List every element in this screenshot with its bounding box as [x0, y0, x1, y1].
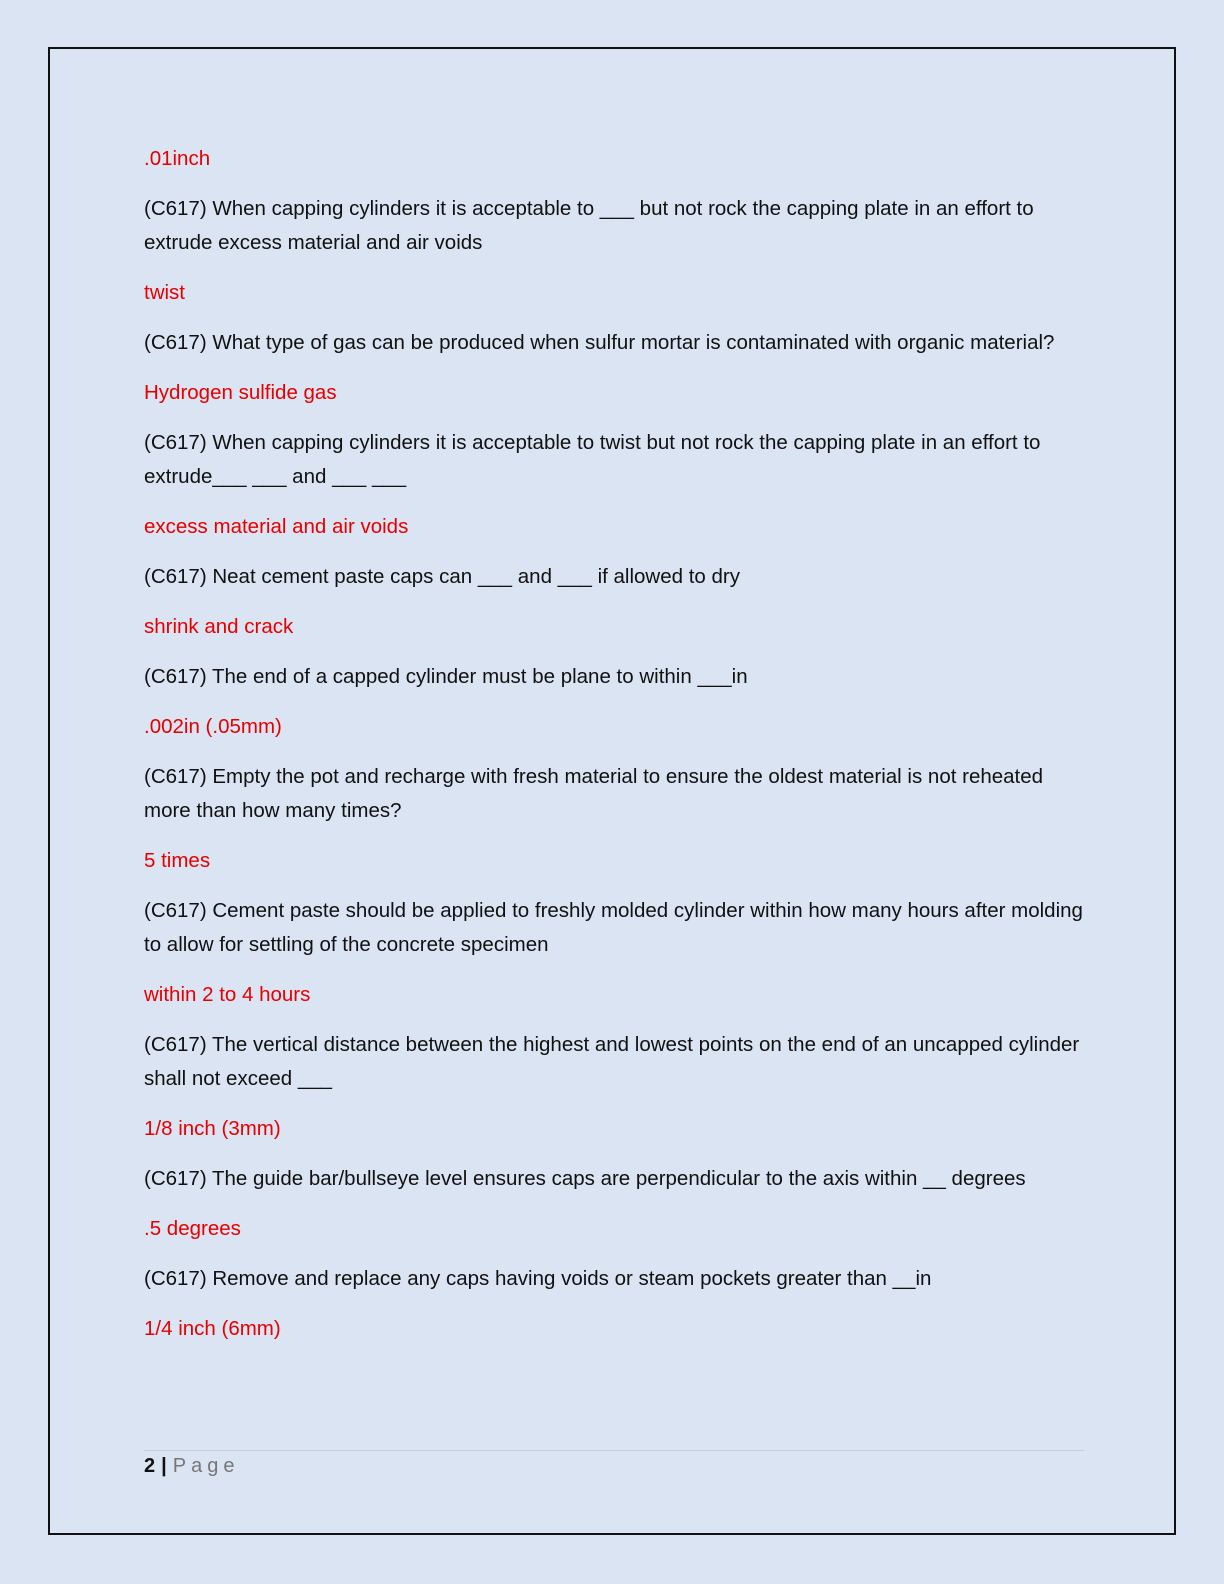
answer-text: excess material and air voids	[144, 515, 409, 538]
question-text: (C617) The guide bar/bullseye level ensures caps are perpendicular to the axis within __ degrees	[144, 1167, 1026, 1190]
page-label: Page	[172, 1455, 240, 1477]
question-text: (C617) The end of a capped cylinder must be plane to within ___in	[144, 665, 748, 688]
answer-text: twist	[144, 281, 185, 304]
answer-text: shrink and crack	[144, 615, 294, 638]
question-text: (C617) Remove and replace any caps having voids or steam pockets greater than __in	[144, 1267, 932, 1290]
footer-separator: |	[161, 1455, 167, 1477]
question-text: (C617) What type of gas can be produced when sulfur mortar is contaminated with organic material?	[144, 331, 1055, 354]
answer-text: within 2 to 4 hours	[144, 983, 311, 1006]
document-body	[144, 142, 1084, 1362]
answer-text: .01inch	[144, 147, 211, 170]
question-text: (C617) When capping cylinders it is acceptable to ___ but not rock the capping plate in an effort to extrude excess material and air voids	[144, 197, 1034, 254]
question-text: (C617) Empty the pot and recharge with fresh material to ensure the oldest material is not reheated more than how many times?	[144, 765, 1044, 822]
answer-text: 5 times	[144, 849, 211, 872]
question-text: (C617) Cement paste should be applied to freshly molded cylinder within how many hours after molding to allow for settling of the concrete specimen	[144, 899, 1083, 956]
question-text: (C617) Neat cement paste caps can ___ and ___ if allowed to dry	[144, 565, 740, 588]
answer-text: .5 degrees	[144, 1217, 241, 1240]
page-footer	[144, 1450, 1084, 1478]
answer-text: 1/4 inch (6mm)	[144, 1317, 281, 1340]
page-number: 2	[144, 1455, 156, 1477]
answer-text: 1/8 inch (3mm)	[144, 1117, 281, 1140]
answer-text: .002in (.05mm)	[144, 715, 282, 738]
question-text: (C617) When capping cylinders it is acceptable to twist but not rock the capping plate in an effort to extrude___ ___ and ___ ___	[144, 431, 1041, 488]
answer-text: Hydrogen sulfide gas	[144, 381, 337, 404]
question-text: (C617) The vertical distance between the highest and lowest points on the end of an uncapped cylinder shall not exceed ___	[144, 1033, 1080, 1090]
